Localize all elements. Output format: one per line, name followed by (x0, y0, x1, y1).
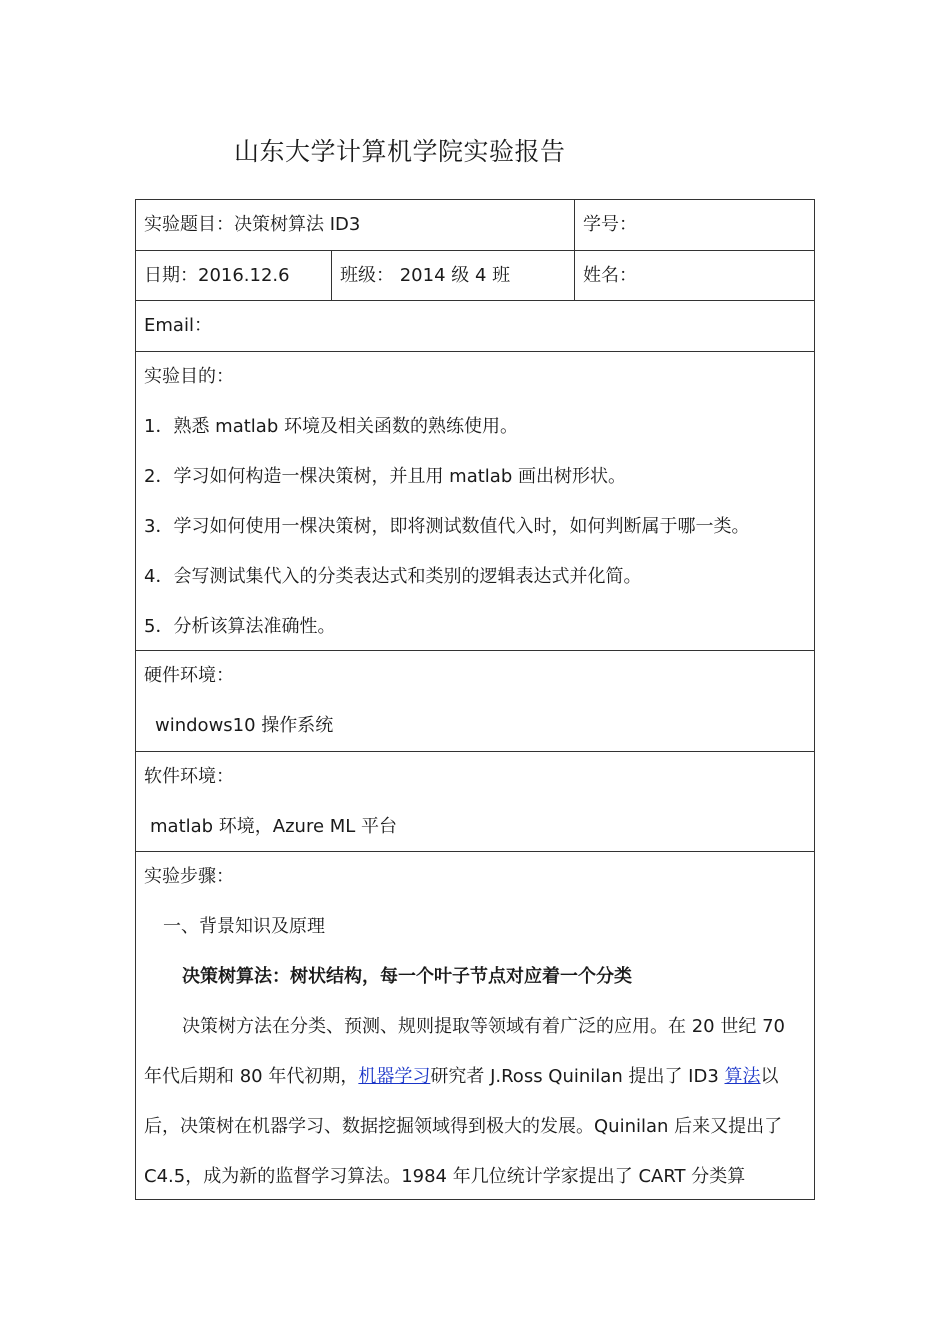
machine-learning-link[interactable]: 机器学习 (358, 1066, 431, 1087)
section-heading: 一、背景知识及原理 (163, 916, 325, 937)
software-label: 软件环境： (144, 766, 234, 787)
date-label: 日期： (144, 265, 198, 286)
date-cell (136, 251, 331, 300)
hardware-section (136, 651, 814, 752)
date-class-name-row (136, 251, 814, 301)
objective-item: 2．学习如何构造一棵决策树，并且用 matlab 画出树形状。 (144, 466, 626, 487)
date-value: 2016.12.6 (198, 265, 290, 286)
topic-label: 实验题目： (144, 214, 234, 235)
paragraph-line: C4.5，成为新的监督学习算法。1984 年几位统计学家提出了 CART 分类算 (144, 1166, 746, 1187)
software-value: matlab 环境，Azure ML 平台 (150, 816, 398, 837)
topic-value: 决策树算法 ID3 (234, 214, 361, 235)
software-section (136, 752, 814, 852)
paragraph-line: 决策树方法在分类、预测、规则提取等领域有着广泛的应用。在 20 世纪 70 (182, 1016, 785, 1037)
steps-label: 实验步骤： (144, 866, 234, 887)
hardware-label: 硬件环境： (144, 665, 234, 686)
objective-item: 3．学习如何使用一棵决策树，即将测试数值代入时，如何判断属于哪一类。 (144, 516, 750, 537)
algorithm-link[interactable]: 算法 (724, 1066, 761, 1087)
paragraph-text: 年代后期和 80 年代初期， (144, 1066, 359, 1087)
objectives-label: 实验目的： (144, 366, 234, 387)
steps-section (136, 852, 814, 1201)
email-label: Email： (144, 315, 212, 336)
class-cell (331, 251, 574, 300)
report-table (135, 199, 815, 1200)
email-cell (136, 301, 814, 351)
paragraph-text: 以 (760, 1066, 779, 1087)
hardware-value: windows10 操作系统 (155, 715, 334, 736)
student-id-label: 学号： (583, 214, 637, 235)
name-label: 姓名： (583, 265, 637, 286)
bold-heading: 决策树算法：树状结构，每一个叶子节点对应着一个分类 (182, 966, 632, 987)
class-value: 2014 级 4 班 (399, 265, 511, 286)
page-title: 山东大学计算机学院实验报告 (234, 137, 566, 166)
paragraph-line: 后，决策树在机器学习、数据挖掘领域得到极大的发展。Quinilan 后来又提出了 (144, 1116, 783, 1137)
objective-item: 5．分析该算法准确性。 (144, 616, 336, 637)
objective-item: 4．会写测试集代入的分类表达式和类别的逻辑表达式并化简。 (144, 566, 642, 587)
objective-item: 1．熟悉 matlab 环境及相关函数的熟练使用。 (144, 416, 518, 437)
email-row (136, 301, 814, 352)
objectives-section (136, 352, 814, 651)
topic-row (136, 200, 814, 251)
paragraph-text: 研究者 J.Ross Quinilan 提出了 ID3 (430, 1066, 725, 1087)
name-cell (574, 251, 814, 300)
class-label: 班级： (340, 265, 394, 286)
student-id-cell (574, 200, 814, 250)
paragraph-line (144, 1052, 779, 1102)
topic-cell (136, 200, 574, 250)
